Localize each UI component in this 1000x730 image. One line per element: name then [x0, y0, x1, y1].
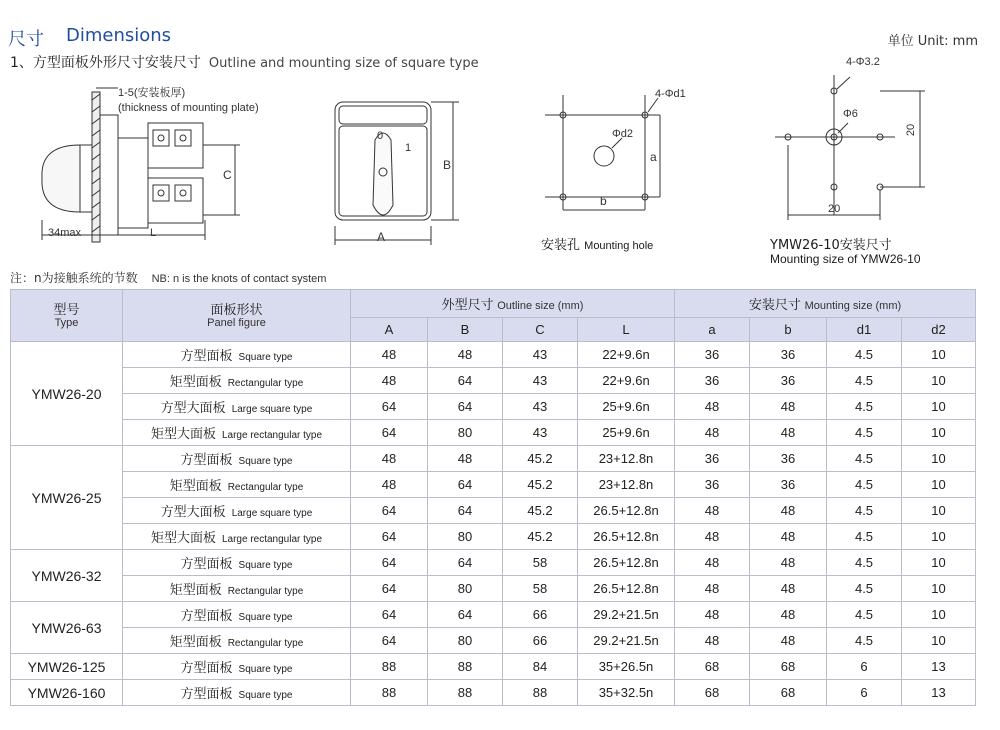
panel-name-en: Rectangular type: [227, 378, 304, 389]
panel-name-cn: 方型面板: [180, 660, 233, 675]
cell-c: 58: [503, 550, 578, 576]
cell-a: 64: [351, 498, 428, 524]
panel-cell: [123, 394, 351, 420]
col-header: a: [675, 318, 750, 342]
panel-name-en: Rectangular type: [227, 638, 304, 649]
panel-name-cn: 方型面板: [180, 452, 233, 467]
hole-label-3-2: 4-Φ3.2: [846, 56, 880, 68]
col-header: d2: [902, 318, 976, 342]
section-heading-cn: 1、方型面板外形尺寸安装尺寸: [10, 55, 201, 71]
cell-d1: 4.5: [827, 420, 902, 446]
cell-c: 45.2: [503, 472, 578, 498]
cell-b: 68: [750, 654, 827, 680]
model-cell: YMW26-125: [11, 654, 123, 680]
cell-d2: 13: [902, 680, 976, 706]
panel-name-cn: 方型面板: [180, 556, 233, 571]
panel-name-cn: 矩型大面板: [150, 426, 216, 441]
header-mount-cn: 安装尺寸: [748, 297, 801, 312]
cell-d2: 10: [902, 420, 976, 446]
model-cell: YMW26-20: [11, 342, 123, 446]
mounting-hole-caption: [541, 234, 653, 253]
cell-a: 64: [351, 420, 428, 446]
cell-d2: 10: [902, 394, 976, 420]
panel-name-cn: 矩型面板: [169, 478, 222, 493]
cell-d2: 10: [902, 342, 976, 368]
header-mounting-size: [675, 290, 976, 318]
cell-d1: 4.5: [827, 472, 902, 498]
cell-a: 64: [351, 394, 428, 420]
cell-l: 35+32.5n: [578, 680, 675, 706]
cell-d1: 4.5: [827, 342, 902, 368]
cell-a: 48: [351, 472, 428, 498]
header-panel-cn: 面板形状: [210, 301, 263, 317]
table-row: [11, 654, 976, 680]
col-header: b: [750, 318, 827, 342]
cell-d1: 4.5: [827, 602, 902, 628]
header-type-en: Type: [54, 316, 79, 329]
cell-b: 64: [428, 550, 503, 576]
cell-b: 48: [750, 550, 827, 576]
cell-d2: 10: [902, 498, 976, 524]
switch-position-1: 1: [405, 142, 412, 154]
cell-b: 48: [750, 498, 827, 524]
table-row: [11, 680, 976, 706]
model-cell: YMW26-32: [11, 550, 123, 602]
center-label-6: Φ6: [843, 108, 858, 120]
cell-l: 25+9.6n: [578, 394, 675, 420]
header-panel-en: Panel figure: [207, 316, 266, 329]
panel-cell: [123, 524, 351, 550]
panel-cell: [123, 446, 351, 472]
dimension-table: [10, 289, 976, 706]
panel-name-en: Square type: [238, 560, 293, 571]
note-en: NB: n is the knots of contact system: [151, 273, 327, 285]
cell-a: 88: [351, 680, 428, 706]
panel-name-cn: 矩型面板: [169, 634, 222, 649]
unit-label: 单位 Unit: mm: [887, 34, 978, 49]
panel-name-en: Large rectangular type: [221, 534, 323, 545]
cell-a: 48: [351, 446, 428, 472]
cell-d2: 10: [902, 524, 976, 550]
cell-b: 48: [750, 628, 827, 654]
ymw26-10-caption-cn: YMW26-10安装尺寸: [770, 238, 892, 253]
dimension-diagrams: [0, 56, 1000, 280]
cell-d2: 10: [902, 576, 976, 602]
cell-a: 48: [675, 394, 750, 420]
cell-l: 23+12.8n: [578, 446, 675, 472]
panel-cell: [123, 550, 351, 576]
panel-name-cn: 矩型大面板: [150, 530, 216, 545]
plate-thickness-en: (thickness of mounting plate): [118, 102, 259, 114]
col-header: C: [503, 318, 578, 342]
ymw26-10-diagram: [770, 65, 950, 225]
table-row: [11, 394, 976, 420]
note-cn: 注：n为接触系统的节数: [10, 271, 138, 285]
cell-d2: 10: [902, 602, 976, 628]
table-row: [11, 420, 976, 446]
table-row: [11, 602, 976, 628]
header-type-cn: 型号: [53, 301, 80, 317]
panel-cell: [123, 602, 351, 628]
cell-a: 36: [675, 342, 750, 368]
cell-d2: 10: [902, 368, 976, 394]
cell-c: 43: [503, 368, 578, 394]
dim-B: B: [443, 158, 452, 172]
dim-20-vertical: 20: [905, 123, 918, 137]
cell-d2: 10: [902, 446, 976, 472]
cell-b: 64: [428, 472, 503, 498]
cell-a: 48: [675, 498, 750, 524]
cell-c: 45.2: [503, 524, 578, 550]
cell-d2: 10: [902, 472, 976, 498]
cell-b: 48: [428, 446, 503, 472]
cell-b: 80: [428, 420, 503, 446]
cell-a: 64: [351, 550, 428, 576]
panel-name-en: Large square type: [231, 404, 313, 415]
cell-c: 45.2: [503, 446, 578, 472]
cell-a: 68: [675, 654, 750, 680]
cell-b: 64: [428, 394, 503, 420]
cell-d1: 4.5: [827, 498, 902, 524]
cell-a: 48: [675, 576, 750, 602]
cell-a: 48: [351, 342, 428, 368]
cell-b: 80: [428, 524, 503, 550]
col-header: A: [351, 318, 428, 342]
cell-a: 48: [675, 628, 750, 654]
cell-c: 43: [503, 394, 578, 420]
cell-l: 25+9.6n: [578, 420, 675, 446]
mounting-hole-diagram: [530, 80, 690, 220]
cell-b: 48: [750, 602, 827, 628]
panel-cell: [123, 654, 351, 680]
table-row: [11, 550, 976, 576]
cell-b: 36: [750, 472, 827, 498]
dim-b: b: [600, 194, 607, 208]
table-row: [11, 628, 976, 654]
model-cell: YMW26-63: [11, 602, 123, 654]
table-row: [11, 576, 976, 602]
panel-name-en: Rectangular type: [227, 482, 304, 493]
cell-d2: 10: [902, 628, 976, 654]
panel-name-cn: 方型面板: [180, 686, 233, 701]
table-row: [11, 498, 976, 524]
table-body: [11, 342, 976, 706]
panel-name-en: Square type: [238, 664, 293, 675]
cell-b: 48: [428, 342, 503, 368]
cell-b: 64: [428, 368, 503, 394]
cell-a: 64: [351, 576, 428, 602]
cell-a: 64: [351, 524, 428, 550]
cell-a: 88: [351, 654, 428, 680]
panel-cell: [123, 576, 351, 602]
cell-l: 29.2+21.5n: [578, 628, 675, 654]
cell-b: 64: [428, 498, 503, 524]
panel-name-en: Square type: [238, 352, 293, 363]
panel-name-en: Large square type: [231, 508, 313, 519]
cell-b: 48: [750, 420, 827, 446]
cell-a: 36: [675, 446, 750, 472]
page-title-cn: 尺寸: [8, 29, 44, 50]
cell-a: 48: [675, 550, 750, 576]
cell-l: 26.5+12.8n: [578, 550, 675, 576]
panel-name-cn: 方型大面板: [160, 400, 226, 415]
cell-a: 64: [351, 628, 428, 654]
cell-c: 58: [503, 576, 578, 602]
panel-name-cn: 方型面板: [180, 348, 233, 363]
table-row: [11, 472, 976, 498]
cell-d1: 4.5: [827, 550, 902, 576]
model-cell: YMW26-25: [11, 446, 123, 550]
cell-b: 48: [750, 576, 827, 602]
cell-d1: 4.5: [827, 524, 902, 550]
header-outline-size: [351, 290, 675, 318]
table-row: [11, 342, 976, 368]
dim-a: a: [650, 150, 657, 164]
cell-d1: 6: [827, 680, 902, 706]
header-type: [11, 290, 123, 342]
cell-b: 88: [428, 680, 503, 706]
cell-l: 26.5+12.8n: [578, 576, 675, 602]
model-cell: YMW26-160: [11, 680, 123, 706]
plate-thickness-cn: 1-5(安装板厚): [118, 87, 186, 99]
switch-position-0: 0: [377, 130, 384, 142]
cell-b: 68: [750, 680, 827, 706]
cell-a: 48: [351, 368, 428, 394]
cell-l: 22+9.6n: [578, 368, 675, 394]
cell-l: 35+26.5n: [578, 654, 675, 680]
panel-cell: [123, 680, 351, 706]
dim-20-horizontal: 20: [828, 203, 841, 215]
cell-c: 66: [503, 602, 578, 628]
header-outline-cn: 外型尺寸: [441, 297, 494, 312]
dim-C: C: [223, 168, 232, 182]
panel-cell: [123, 368, 351, 394]
panel-name-en: Square type: [238, 612, 293, 623]
cell-d2: 13: [902, 654, 976, 680]
cell-d2: 10: [902, 550, 976, 576]
col-header: L: [578, 318, 675, 342]
hole-label-d1: 4-Φd1: [655, 88, 686, 100]
note: [10, 269, 326, 286]
panel-name-cn: 矩型面板: [169, 582, 222, 597]
cell-l: 29.2+21.5n: [578, 602, 675, 628]
panel-name-cn: 方型大面板: [160, 504, 226, 519]
panel-name-cn: 方型面板: [180, 608, 233, 623]
header-panel: [123, 290, 351, 342]
panel-name-cn: 矩型面板: [169, 374, 222, 389]
cell-c: 45.2: [503, 498, 578, 524]
cell-a: 64: [351, 602, 428, 628]
panel-name-en: Large rectangular type: [221, 430, 323, 441]
cell-d1: 4.5: [827, 394, 902, 420]
page-title-en: Dimensions: [66, 25, 172, 46]
cell-a: 48: [675, 420, 750, 446]
cell-a: 48: [675, 602, 750, 628]
panel-cell: [123, 420, 351, 446]
cell-b: 48: [750, 394, 827, 420]
cell-a: 36: [675, 472, 750, 498]
panel-name-en: Rectangular type: [227, 586, 304, 597]
dim-L: L: [150, 227, 157, 239]
dim-A: A: [377, 230, 386, 244]
cell-c: 43: [503, 420, 578, 446]
col-header: d1: [827, 318, 902, 342]
header-mount-en: Mounting size (mm): [804, 300, 902, 312]
panel-name-en: Square type: [238, 456, 293, 467]
cell-a: 68: [675, 680, 750, 706]
cell-c: 84: [503, 654, 578, 680]
cell-b: 36: [750, 342, 827, 368]
cell-d1: 4.5: [827, 628, 902, 654]
table-row: [11, 368, 976, 394]
ymw26-10-caption-en: Mounting size of YMW26-10: [770, 252, 921, 266]
cell-b: 64: [428, 602, 503, 628]
cell-b: 36: [750, 368, 827, 394]
cell-b: 80: [428, 628, 503, 654]
col-header: B: [428, 318, 503, 342]
cell-d1: 4.5: [827, 368, 902, 394]
cell-b: 80: [428, 576, 503, 602]
cell-l: 22+9.6n: [578, 342, 675, 368]
mounting-hole-caption-en: Mounting hole: [584, 240, 654, 252]
cell-b: 88: [428, 654, 503, 680]
header-outline-en: Outline size (mm): [497, 300, 584, 312]
cell-b: 48: [750, 524, 827, 550]
front-view-diagram: [325, 90, 475, 250]
panel-cell: [123, 498, 351, 524]
mounting-hole-caption-cn: 安装孔: [541, 238, 581, 253]
panel-cell: [123, 472, 351, 498]
panel-cell: [123, 342, 351, 368]
cell-l: 26.5+12.8n: [578, 524, 675, 550]
cell-c: 88: [503, 680, 578, 706]
dim-34max: 34max: [48, 227, 82, 239]
cell-l: 23+12.8n: [578, 472, 675, 498]
section-heading-en: Outline and mounting size of square type: [208, 56, 479, 71]
cell-a: 48: [675, 524, 750, 550]
cell-c: 66: [503, 628, 578, 654]
cell-a: 36: [675, 368, 750, 394]
cell-d1: 6: [827, 654, 902, 680]
cell-d1: 4.5: [827, 446, 902, 472]
panel-name-en: Square type: [238, 690, 293, 701]
cell-b: 36: [750, 446, 827, 472]
table-row: [11, 524, 976, 550]
cell-d1: 4.5: [827, 576, 902, 602]
cell-l: 26.5+12.8n: [578, 498, 675, 524]
cell-c: 43: [503, 342, 578, 368]
table-row: [11, 446, 976, 472]
panel-cell: [123, 628, 351, 654]
center-label-d2: Φd2: [612, 128, 634, 140]
